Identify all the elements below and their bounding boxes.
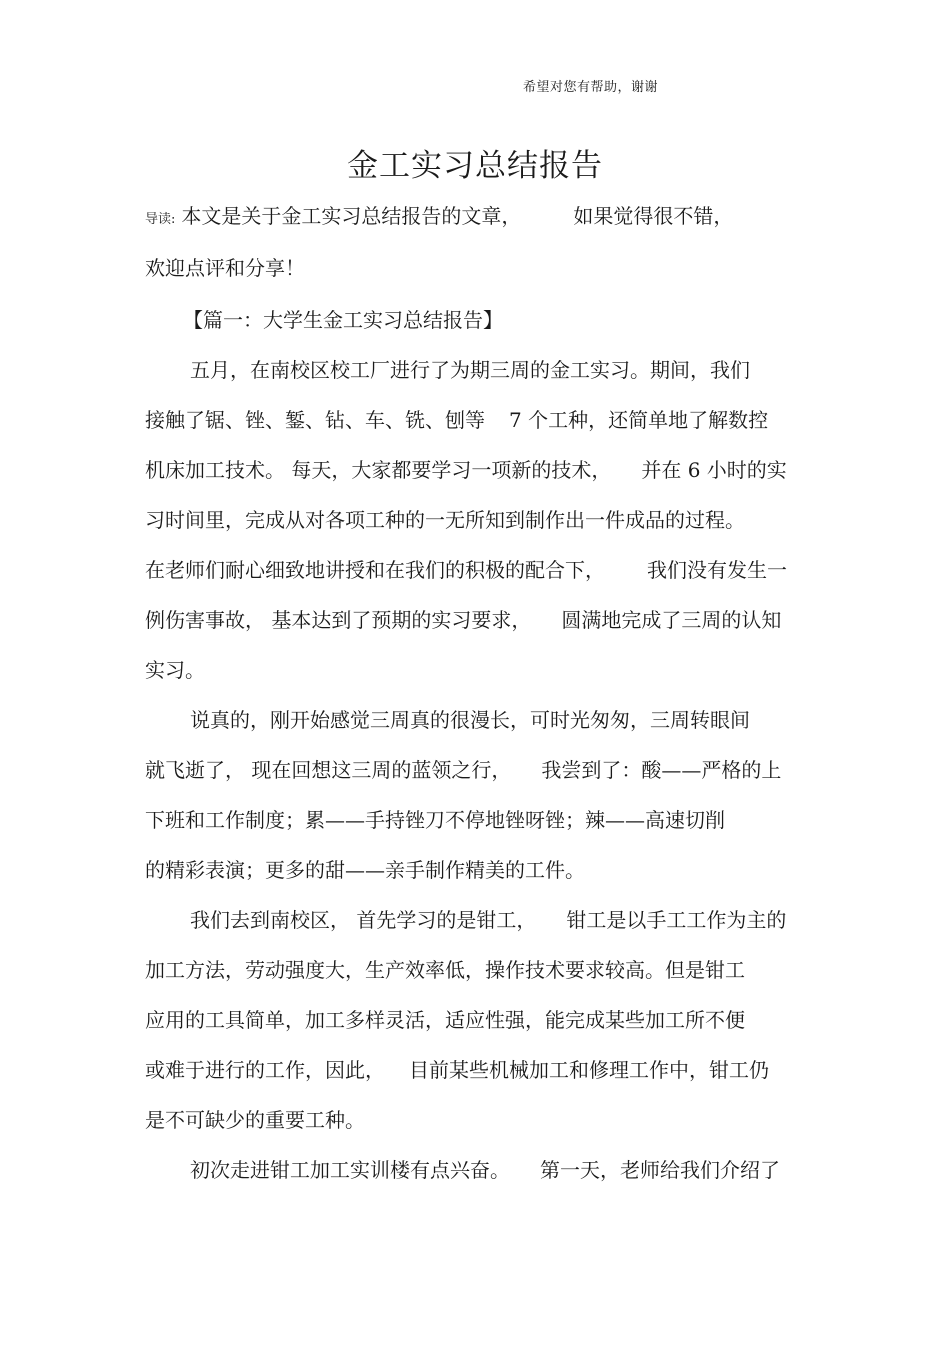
- text-run: 我们去到南校区， 首先学习的是钳工，: [190, 908, 537, 932]
- paragraph-2-line-4: 的精彩表演；更多的甜——亲手制作精美的工件。: [145, 858, 585, 882]
- text-run: 就飞逝了， 现在回想这三周的蓝领之行，: [145, 758, 512, 782]
- paragraph-1-line-4: 习时间里，完成从对各项工种的一无所知到制作出一件成品的过程。: [145, 508, 745, 532]
- lead-line-2: 欢迎点评和分享！: [145, 256, 305, 280]
- text-run: 接触了锯、锉、錾、钻、车、铣、刨等: [145, 408, 485, 432]
- text-run: 圆满地完成了三周的认知: [561, 608, 782, 632]
- text-run: 我们没有发生一: [647, 558, 787, 582]
- header-note: 希望对您有帮助，谢谢: [523, 80, 659, 95]
- text-run: 并在 6 小时的实: [641, 458, 787, 482]
- paragraph-1-line-2: [145, 407, 768, 433]
- paragraph-2-line-3: 下班和工作制度；累——手持锉刀不停地锉呀锉；辣——高速切削: [145, 808, 725, 832]
- text-run: 我尝到了：酸——严格的上: [541, 758, 782, 782]
- paragraph-3-line-1: [190, 907, 786, 933]
- lead-text-1a: 本文是关于金工实习总结报告的文章，: [181, 204, 522, 228]
- text-run: 机床加工技术。 每天，大家都要学习一项新的技术，: [145, 458, 612, 482]
- paragraph-1-line-6: [145, 607, 781, 633]
- section-heading: 【篇一：大学生金工实习总结报告】: [183, 308, 503, 332]
- lead-label: 导读:: [145, 212, 176, 227]
- lead-line-1: [145, 203, 733, 233]
- paragraph-4-line-1: [190, 1157, 780, 1183]
- text-run: 第一天，老师给我们介绍了: [540, 1158, 780, 1182]
- paragraph-1-line-5: [145, 557, 787, 583]
- text-run: 目前某些机械加工和修理工作中，钳工仍: [409, 1058, 769, 1082]
- text-run: 或难于进行的工作，因此，: [145, 1058, 385, 1082]
- text-run: 初次走进钳工加工实训楼有点兴奋。: [190, 1158, 510, 1182]
- paragraph-1-line-3: [145, 457, 787, 483]
- paragraph-2-line-2: [145, 757, 781, 783]
- document-title: 金工实习总结报告: [347, 148, 603, 184]
- paragraph-1-line-1: 五月，在南校区校工厂进行了为期三周的金工实习。期间，我们: [190, 358, 750, 382]
- paragraph-3-line-4: [145, 1057, 769, 1083]
- paragraph-2-line-1: 说真的，刚开始感觉三周真的很漫长，可时光匆匆，三周转眼间: [190, 708, 750, 732]
- lead-text-1b: 如果觉得很不错，: [573, 204, 734, 228]
- text-run: 7 个工种，还简单地了解数控: [509, 408, 769, 432]
- paragraph-3-line-5: 是不可缺少的重要工种。: [145, 1108, 365, 1132]
- text-run: 钳工是以手工工作为主的: [566, 908, 787, 932]
- text-run: 在老师们耐心细致地讲授和在我们的积极的配合下，: [145, 558, 605, 582]
- paragraph-3-line-3: 应用的工具简单，加工多样灵活，适应性强，能完成某些加工所不便: [145, 1008, 745, 1032]
- text-run: 例伤害事故， 基本达到了预期的实习要求，: [145, 608, 532, 632]
- paragraph-3-line-2: 加工方法，劳动强度大，生产效率低，操作技术要求较高。但是钳工: [145, 958, 745, 982]
- paragraph-1-line-7: 实习。: [145, 658, 205, 682]
